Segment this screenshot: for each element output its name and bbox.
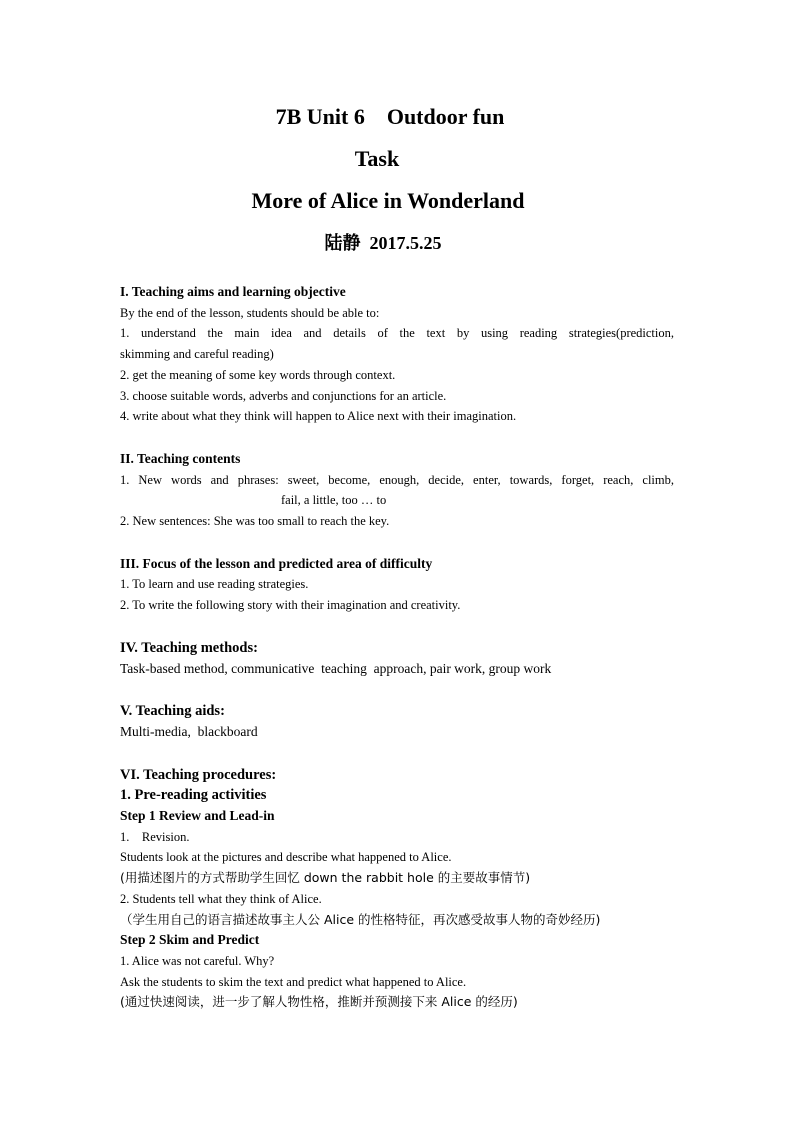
- author-date: 陆静 2017.5.25: [324, 233, 442, 253]
- step-1-item-2: 2. Students tell what they think of Alice.: [120, 891, 322, 906]
- step-1-chinese-note-1: (用描述图片的方式帮助学生回忆 down the rabbit hole 的主要故事情节): [120, 870, 531, 886]
- section-heading-procedures: VI. Teaching procedures:: [120, 766, 277, 783]
- section-heading-methods: IV. Teaching methods:: [120, 639, 258, 656]
- step-1-line-2: Students look at the pictures and describe what happened to Alice.: [120, 850, 452, 865]
- aims-item-1-line-2: skimming and careful reading): [120, 347, 274, 362]
- methods-text: Task-based method, communicative teaching approach, pair work, group work: [120, 660, 552, 676]
- contents-item-2: 2. New sentences: She was too small to reach the key.: [120, 514, 390, 529]
- section-heading-focus: III. Focus of the lesson and predicted area of difficulty: [120, 555, 433, 571]
- focus-item-1: 1. To learn and use reading strategies.: [120, 577, 309, 592]
- section-heading-aids: V. Teaching aids:: [120, 703, 225, 720]
- step-2-line-2: Ask the students to skim the text and predict what happened to Alice.: [120, 974, 467, 989]
- aims-item-4: 4. write about what they think will happen to Alice next with their imagination.: [120, 409, 517, 424]
- aims-intro: By the end of the lesson, students should be able to:: [120, 305, 380, 320]
- section-heading-aims: I. Teaching aims and learning objective: [120, 284, 346, 299]
- aims-item-2: 2. get the meaning of some key words through context.: [120, 367, 396, 382]
- contents-item-1-line-2: fail, a little, too … to: [281, 493, 387, 508]
- section-heading-contents: II. Teaching contents: [120, 450, 241, 466]
- lesson-title: More of Alice in Wonderland: [251, 188, 525, 213]
- step-1-heading: Step 1 Review and Lead-in: [120, 808, 275, 824]
- step-1-chinese-note-2: （学生用自己的语言描述故事主人公 Alice 的性格特征，再次感受故事人物的奇妙经历): [120, 911, 601, 927]
- contents-item-1-line-1: 1. New words and phrases: sweet, become, enough, decide, enter, towards, forget, reach, climb,: [120, 472, 674, 487]
- document-body: [120, 282, 674, 1013]
- procedures-subheading-pre-reading: 1. Pre-reading activities: [120, 787, 267, 804]
- step-2-item-1: 1. Alice was not careful. Why?: [120, 953, 275, 968]
- aims-item-3: 3. choose suitable words, adverbs and conjunctions for an article.: [120, 388, 447, 403]
- task-title: Task: [354, 146, 400, 171]
- focus-item-2: 2. To write the following story with their imagination and creativity.: [120, 598, 461, 613]
- unit-title: 7B Unit 6 Outdoor fun: [275, 104, 505, 129]
- step-2-chinese-note-1: (通过快速阅读，进一步了解人物性格，推断并预测接下来 Alice 的经历): [120, 994, 518, 1010]
- step-1-item-1: 1. Revision.: [120, 829, 190, 844]
- aids-text: Multi-media, blackboard: [120, 723, 258, 739]
- step-2-heading: Step 2 Skim and Predict: [120, 932, 260, 948]
- aims-item-1-line-1: 1. understand the main idea and details of the text by using reading strategies(prediction,: [120, 326, 674, 341]
